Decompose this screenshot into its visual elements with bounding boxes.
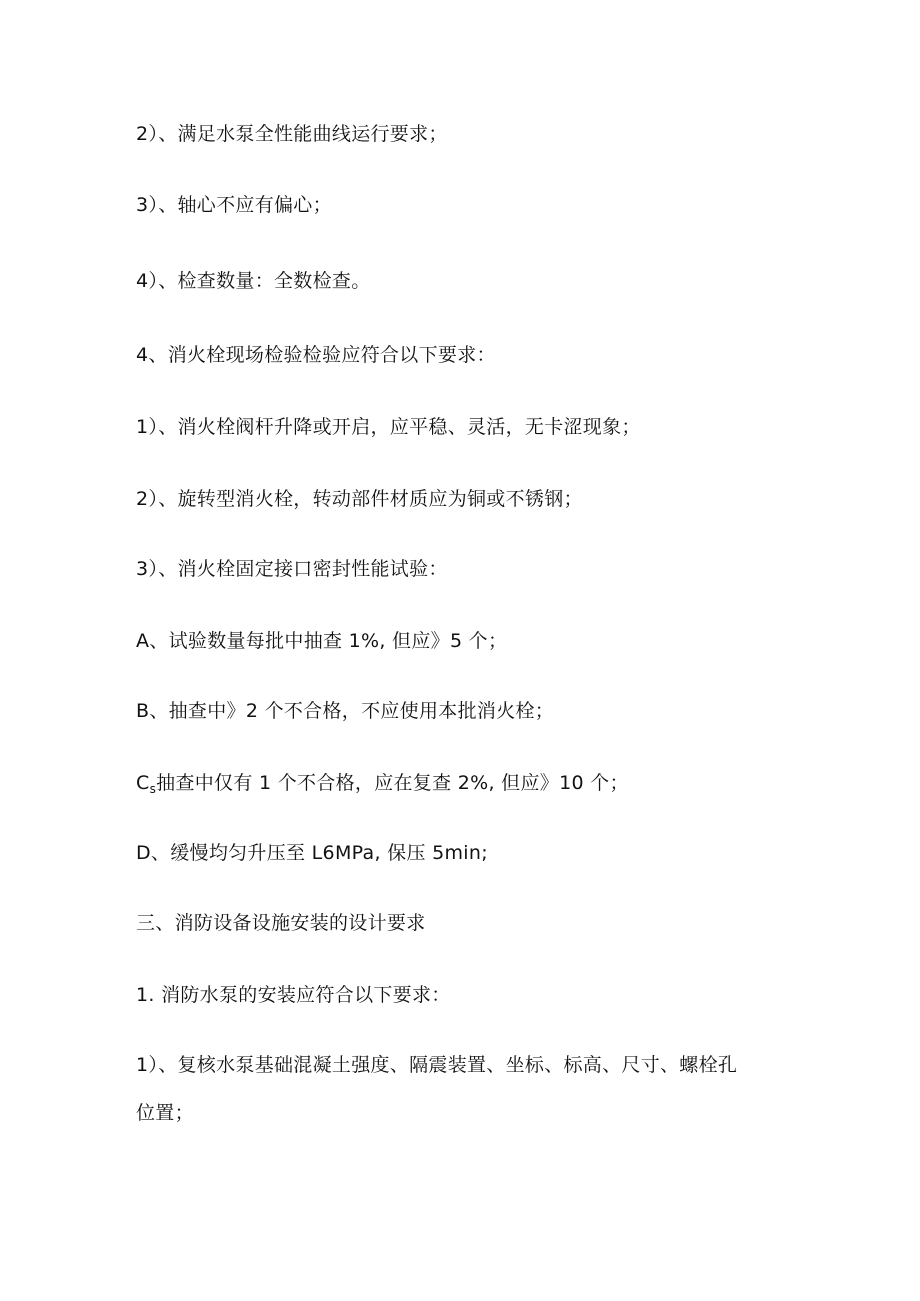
test-item-c-text: 抽查中仅有 1 个不合格，应在复查 2%, 但应》10 个； — [156, 772, 629, 794]
hydrant-requirement-3: 3）、消火栓固定接口密封性能试验： — [136, 558, 448, 580]
test-item-a: A、试验数量每批中抽查 1%, 但应》5 个； — [136, 630, 508, 652]
pump-installation-heading: 1. 消防水泵的安装应符合以下要求： — [136, 984, 451, 1006]
test-item-c-subscript: s — [149, 782, 157, 796]
installation-requirement-1: 1）、复核水泵基础混凝土强度、隔震装置、坐标、标高、尺寸、螺栓孔 — [136, 1054, 738, 1076]
hydrant-requirement-1: 1）、消火栓阀杆升降或开启，应平稳、灵活，无卡涩现象； — [136, 416, 641, 438]
pump-requirement-4: 4）、检查数量：全数检查。 — [136, 270, 371, 292]
test-item-d: D、缓慢均匀升压至 L6MPa, 保压 5min; — [136, 842, 488, 864]
hydrant-requirement-2: 2）、旋转型消火栓，转动部件材质应为铜或不锈钢； — [136, 488, 583, 510]
pump-requirement-2: 2）、满足水泵全性能曲线运行要求； — [136, 123, 448, 145]
section-three-heading: 三、消防设备设施安装的设计要求 — [136, 912, 426, 934]
test-item-c — [136, 770, 796, 802]
test-item-c-letter: C — [136, 772, 150, 794]
installation-requirement-1-continued: 位置； — [136, 1102, 194, 1124]
pump-requirement-3: 3）、轴心不应有偏心； — [136, 194, 332, 216]
hydrant-inspection-heading: 4、消火栓现场检验检验应符合以下要求： — [136, 344, 496, 366]
test-item-b: B、抽查中》2 个不合格，不应使用本批消火栓； — [136, 700, 555, 722]
